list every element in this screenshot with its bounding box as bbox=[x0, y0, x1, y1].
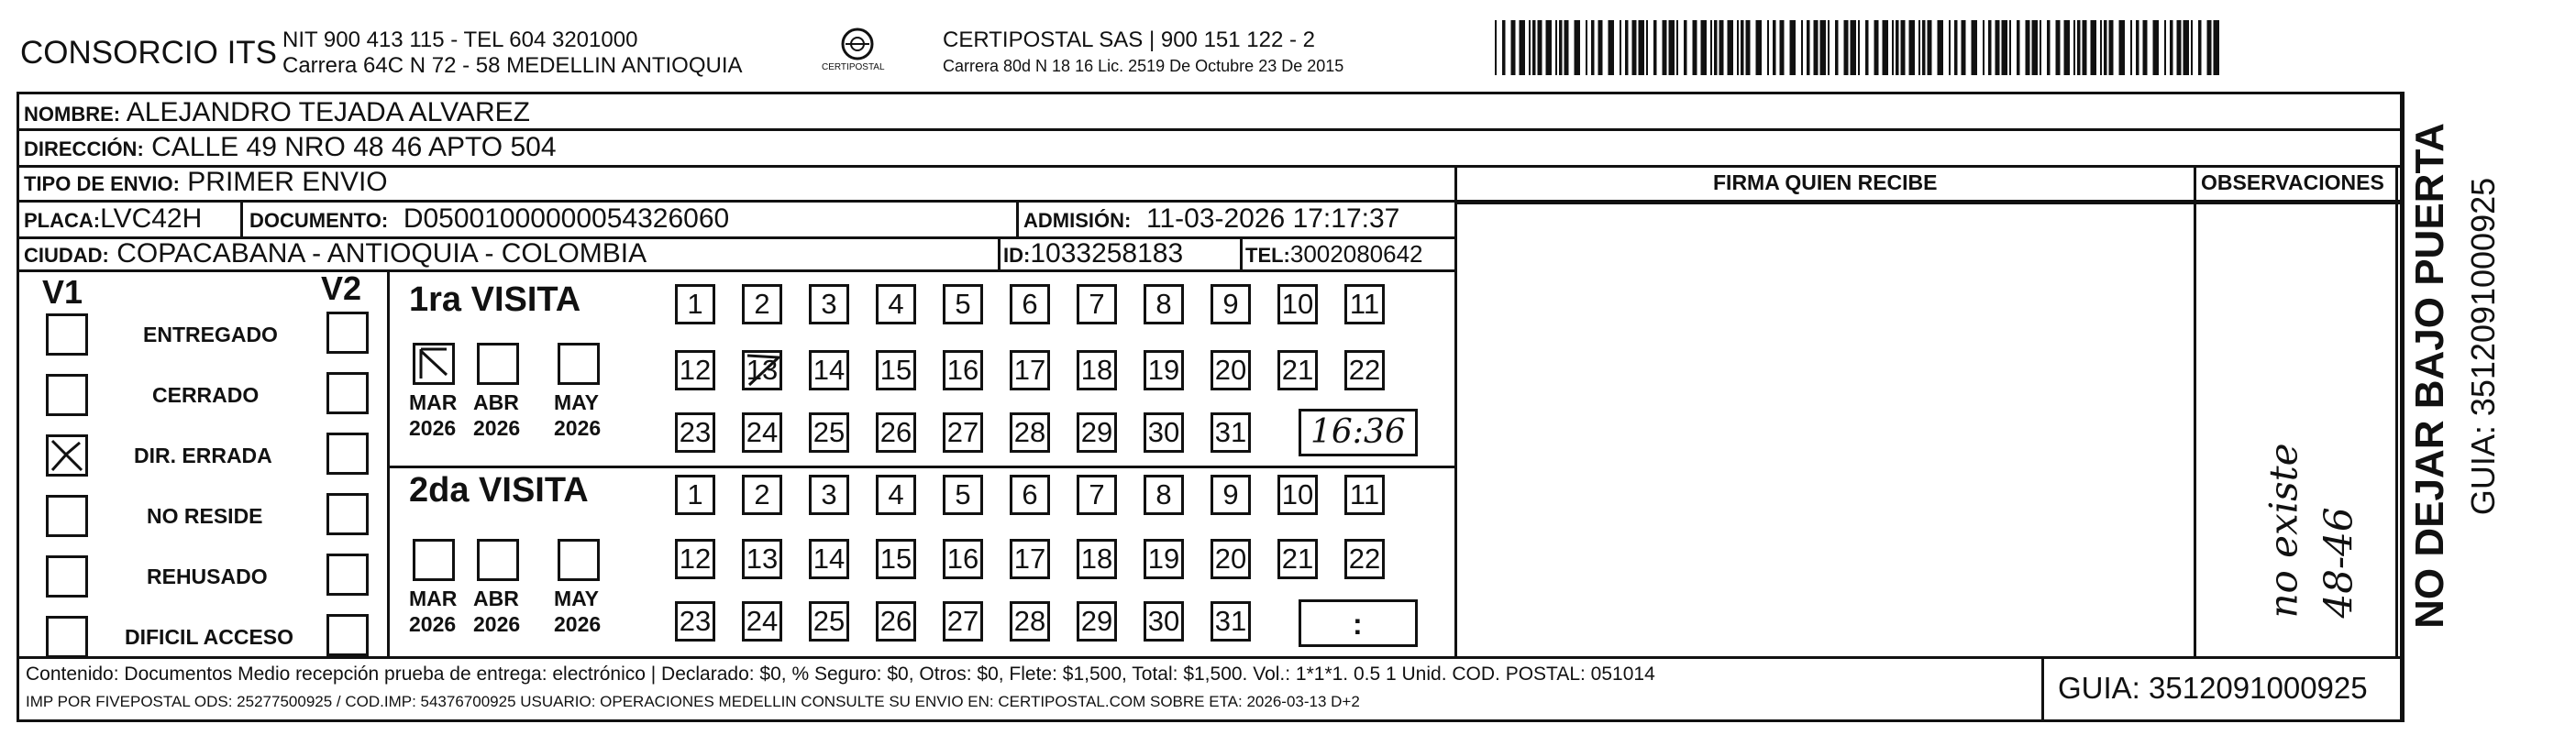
ciudad-value: COPACABANA - ANTIOQUIA - COLOMBIA bbox=[116, 238, 647, 269]
company-name: CONSORCIO ITS bbox=[20, 35, 278, 71]
day-box[interactable]: 14 bbox=[809, 539, 849, 579]
tel-value: 3002080642 bbox=[1289, 240, 1423, 268]
month-label: MAY bbox=[554, 390, 599, 414]
observacion-line-2: 48-46 bbox=[2316, 507, 2361, 619]
nombre-value: ALEJANDRO TEJADA ALVAREZ bbox=[126, 97, 530, 127]
ciudad-row bbox=[24, 238, 647, 269]
day-box[interactable]: 12 bbox=[675, 350, 715, 390]
day-box[interactable]: 25 bbox=[809, 412, 849, 453]
footer-line-1: Contenido: Documentos Medio recepción prueba de entrega: electrónico | Declarado: $0, % Seguro: $0, Otros: $0, Flete: $1,500, Total: $1,500. Vol.: 1*1*1. 0.5 1 Unid. COD. POSTAL: 051014 bbox=[26, 664, 1655, 685]
day-box[interactable]: 11 bbox=[1344, 284, 1385, 324]
v1-checkbox[interactable] bbox=[46, 616, 88, 658]
day-box[interactable]: 16 bbox=[943, 539, 983, 579]
day-box[interactable]: 31 bbox=[1211, 412, 1251, 453]
day-box[interactable]: 1 bbox=[675, 475, 715, 515]
month-label: ABR bbox=[473, 587, 519, 610]
v2-checkbox[interactable] bbox=[326, 312, 369, 354]
documento-value: D05001000000054326060 bbox=[403, 203, 730, 234]
day-box[interactable]: 11 bbox=[1344, 475, 1385, 515]
day-box[interactable]: 17 bbox=[1010, 350, 1050, 390]
month-label: MAR bbox=[409, 390, 458, 414]
observacion-line-1: no existe bbox=[2261, 443, 2306, 619]
month-checkbox[interactable] bbox=[558, 539, 600, 581]
v1-checkbox[interactable] bbox=[46, 313, 88, 356]
day-box[interactable]: 23 bbox=[675, 412, 715, 453]
month-label: MAR bbox=[409, 587, 458, 610]
carrier-name: CERTIPOSTAL SAS | 900 151 122 - 2 bbox=[943, 27, 1315, 52]
year-label: 2026 bbox=[473, 612, 521, 636]
day-box[interactable]: 18 bbox=[1077, 539, 1117, 579]
day-box[interactable]: 5 bbox=[943, 284, 983, 324]
direccion-label: DIRECCIÓN: bbox=[24, 137, 144, 160]
day-box[interactable]: 5 bbox=[943, 475, 983, 515]
logo-text: CERTIPOSTAL bbox=[822, 62, 885, 72]
company-nit: NIT 900 413 115 - TEL 604 3201000 bbox=[282, 27, 638, 52]
day-box[interactable]: 28 bbox=[1010, 601, 1050, 642]
month-checkbox[interactable] bbox=[477, 539, 519, 581]
side-guia: GUIA: 3512091000925 bbox=[2464, 177, 2502, 516]
day-box[interactable]: 18 bbox=[1077, 350, 1117, 390]
v1-checkbox[interactable] bbox=[46, 555, 88, 598]
status-label: REHUSADO bbox=[147, 565, 268, 588]
barcode bbox=[1495, 20, 2224, 75]
month-checkbox[interactable] bbox=[558, 343, 600, 385]
day-box[interactable]: 21 bbox=[1277, 350, 1318, 390]
admision-value: 11-03-2026 17:17:37 bbox=[1146, 203, 1400, 234]
day-box[interactable]: 24 bbox=[742, 412, 782, 453]
day-box[interactable]: 2 bbox=[742, 284, 782, 324]
status-label: CERRADO bbox=[152, 383, 260, 407]
day-box[interactable]: 2 bbox=[742, 475, 782, 515]
placa-row bbox=[24, 203, 202, 235]
id-value: 1033258183 bbox=[1030, 238, 1184, 269]
day-box[interactable]: 20 bbox=[1211, 539, 1251, 579]
v2-checkbox[interactable] bbox=[326, 433, 369, 475]
status-label: NO RESIDE bbox=[147, 504, 263, 528]
day-box[interactable]: 26 bbox=[876, 412, 916, 453]
day-box[interactable]: 10 bbox=[1277, 284, 1318, 324]
footer-line-2: IMP POR FIVEPOSTAL ODS: 25277500925 / COD.IMP: 54376700925 USUARIO: OPERACIONES MEDELLIN CONSULTE SU ENVIO EN: CERTIPOSTAL.COM SOBRE ETA: 2026-03-13 D+2 bbox=[26, 693, 1360, 710]
firma-header: FIRMA QUIEN RECIBE bbox=[1713, 170, 1938, 194]
second-visit-title: 2da VISITA bbox=[409, 471, 589, 510]
status-label: DIFICIL ACCESO bbox=[125, 625, 294, 649]
day-box[interactable]: 30 bbox=[1144, 601, 1184, 642]
second-visit-time bbox=[1299, 599, 1418, 647]
day-box[interactable]: 8 bbox=[1144, 475, 1184, 515]
day-box[interactable]: 23 bbox=[675, 601, 715, 642]
month-checkbox[interactable] bbox=[413, 343, 455, 385]
tipo-label: TIPO DE ENVIO: bbox=[24, 172, 180, 195]
documento-label: DOCUMENTO: bbox=[249, 209, 389, 232]
day-box[interactable]: 6 bbox=[1010, 475, 1050, 515]
first-visit-time bbox=[1299, 409, 1418, 456]
day-box[interactable]: 27 bbox=[943, 412, 983, 453]
ciudad-label: CIUDAD: bbox=[24, 244, 109, 267]
year-label: 2026 bbox=[473, 416, 521, 440]
company-address: Carrera 64C N 72 - 58 MEDELLIN ANTIOQUIA bbox=[282, 53, 743, 78]
day-box[interactable]: 19 bbox=[1144, 350, 1184, 390]
day-box[interactable]: 15 bbox=[876, 350, 916, 390]
day-box[interactable]: 29 bbox=[1077, 601, 1117, 642]
tipo-row bbox=[24, 167, 388, 198]
day-box[interactable]: 4 bbox=[876, 475, 916, 515]
day-box[interactable]: 26 bbox=[876, 601, 916, 642]
day-box[interactable]: 21 bbox=[1277, 539, 1318, 579]
id-row bbox=[1003, 238, 1183, 269]
day-box[interactable]: 4 bbox=[876, 284, 916, 324]
year-label: 2026 bbox=[409, 416, 457, 440]
day-box[interactable]: 17 bbox=[1010, 539, 1050, 579]
day-box[interactable]: 9 bbox=[1211, 284, 1251, 324]
day-box[interactable]: 3 bbox=[809, 284, 849, 324]
month-label: ABR bbox=[473, 390, 519, 414]
day-box[interactable]: 3 bbox=[809, 475, 849, 515]
documento-row bbox=[249, 203, 729, 235]
day-box[interactable]: 28 bbox=[1010, 412, 1050, 453]
observaciones-header: OBSERVACIONES bbox=[2201, 170, 2384, 194]
v1-header: V1 bbox=[42, 273, 83, 311]
day-box[interactable]: 7 bbox=[1077, 284, 1117, 324]
day-box[interactable]: 7 bbox=[1077, 475, 1117, 515]
footer-guia: GUIA: 3512091000925 bbox=[2058, 671, 2368, 705]
v2-checkbox[interactable] bbox=[326, 372, 369, 414]
year-label: 2026 bbox=[554, 612, 602, 636]
v2-checkbox[interactable] bbox=[326, 614, 369, 656]
first-visit-title: 1ra VISITA bbox=[409, 280, 581, 319]
day-box[interactable]: 12 bbox=[675, 539, 715, 579]
certipostal-logo bbox=[816, 26, 899, 79]
day-check-mark bbox=[742, 350, 786, 395]
day-box[interactable]: 25 bbox=[809, 601, 849, 642]
v1-checkbox[interactable] bbox=[46, 495, 88, 537]
v2-checkbox[interactable] bbox=[326, 554, 369, 596]
placa-label: PLACA: bbox=[24, 209, 101, 232]
placa-value: LVC42H bbox=[100, 203, 203, 234]
day-box[interactable]: 24 bbox=[742, 601, 782, 642]
year-label: 2026 bbox=[554, 416, 602, 440]
day-box[interactable]: 13 bbox=[742, 350, 782, 390]
day-box[interactable]: 31 bbox=[1211, 601, 1251, 642]
v1-checkbox[interactable] bbox=[46, 434, 88, 477]
v2-checkbox[interactable] bbox=[326, 493, 369, 535]
v2-header: V2 bbox=[321, 269, 362, 307]
month-checkbox[interactable] bbox=[413, 539, 455, 581]
first-visit-time-value: 16:36 bbox=[1310, 413, 1406, 451]
day-box[interactable]: 10 bbox=[1277, 475, 1318, 515]
day-box[interactable]: 20 bbox=[1211, 350, 1251, 390]
day-box[interactable]: 13 bbox=[742, 539, 782, 579]
day-box[interactable]: 16 bbox=[943, 350, 983, 390]
day-box[interactable]: 30 bbox=[1144, 412, 1184, 453]
tipo-value: PRIMER ENVIO bbox=[187, 167, 388, 197]
day-box[interactable]: 8 bbox=[1144, 284, 1184, 324]
month-label: MAY bbox=[554, 587, 599, 610]
status-label: DIR. ERRADA bbox=[134, 444, 272, 467]
observaciones-handwriting bbox=[2201, 339, 2384, 642]
year-label: 2026 bbox=[409, 612, 457, 636]
day-box[interactable]: 27 bbox=[943, 601, 983, 642]
status-label: ENTREGADO bbox=[143, 323, 278, 346]
day-box[interactable]: 6 bbox=[1010, 284, 1050, 324]
day-box[interactable]: 29 bbox=[1077, 412, 1117, 453]
nombre-label: NOMBRE: bbox=[24, 103, 121, 126]
nombre-row bbox=[24, 97, 530, 128]
day-box[interactable]: 22 bbox=[1344, 539, 1385, 579]
tel-label: TEL: bbox=[1245, 244, 1290, 267]
second-visit-time-value: : bbox=[1353, 608, 1363, 641]
month-checkbox[interactable] bbox=[477, 343, 519, 385]
day-box[interactable]: 9 bbox=[1211, 475, 1251, 515]
day-box[interactable]: 1 bbox=[675, 284, 715, 324]
day-box[interactable]: 22 bbox=[1344, 350, 1385, 390]
carrier-address: Carrera 80d N 18 16 Lic. 2519 De Octubre 23 De 2015 bbox=[943, 57, 1344, 75]
admision-row bbox=[1023, 203, 1399, 235]
tel-row bbox=[1245, 240, 1423, 269]
v1-checkbox[interactable] bbox=[46, 374, 88, 416]
day-box[interactable]: 15 bbox=[876, 539, 916, 579]
id-label: ID: bbox=[1003, 244, 1031, 267]
direccion-value: CALLE 49 NRO 48 46 APTO 504 bbox=[151, 132, 557, 162]
no-dejar-bajo-puerta: NO DEJAR BAJO PUERTA bbox=[2407, 123, 2452, 629]
admision-label: ADMISIÓN: bbox=[1023, 209, 1132, 232]
direccion-row bbox=[24, 132, 557, 163]
day-box[interactable]: 19 bbox=[1144, 539, 1184, 579]
day-box[interactable]: 14 bbox=[809, 350, 849, 390]
